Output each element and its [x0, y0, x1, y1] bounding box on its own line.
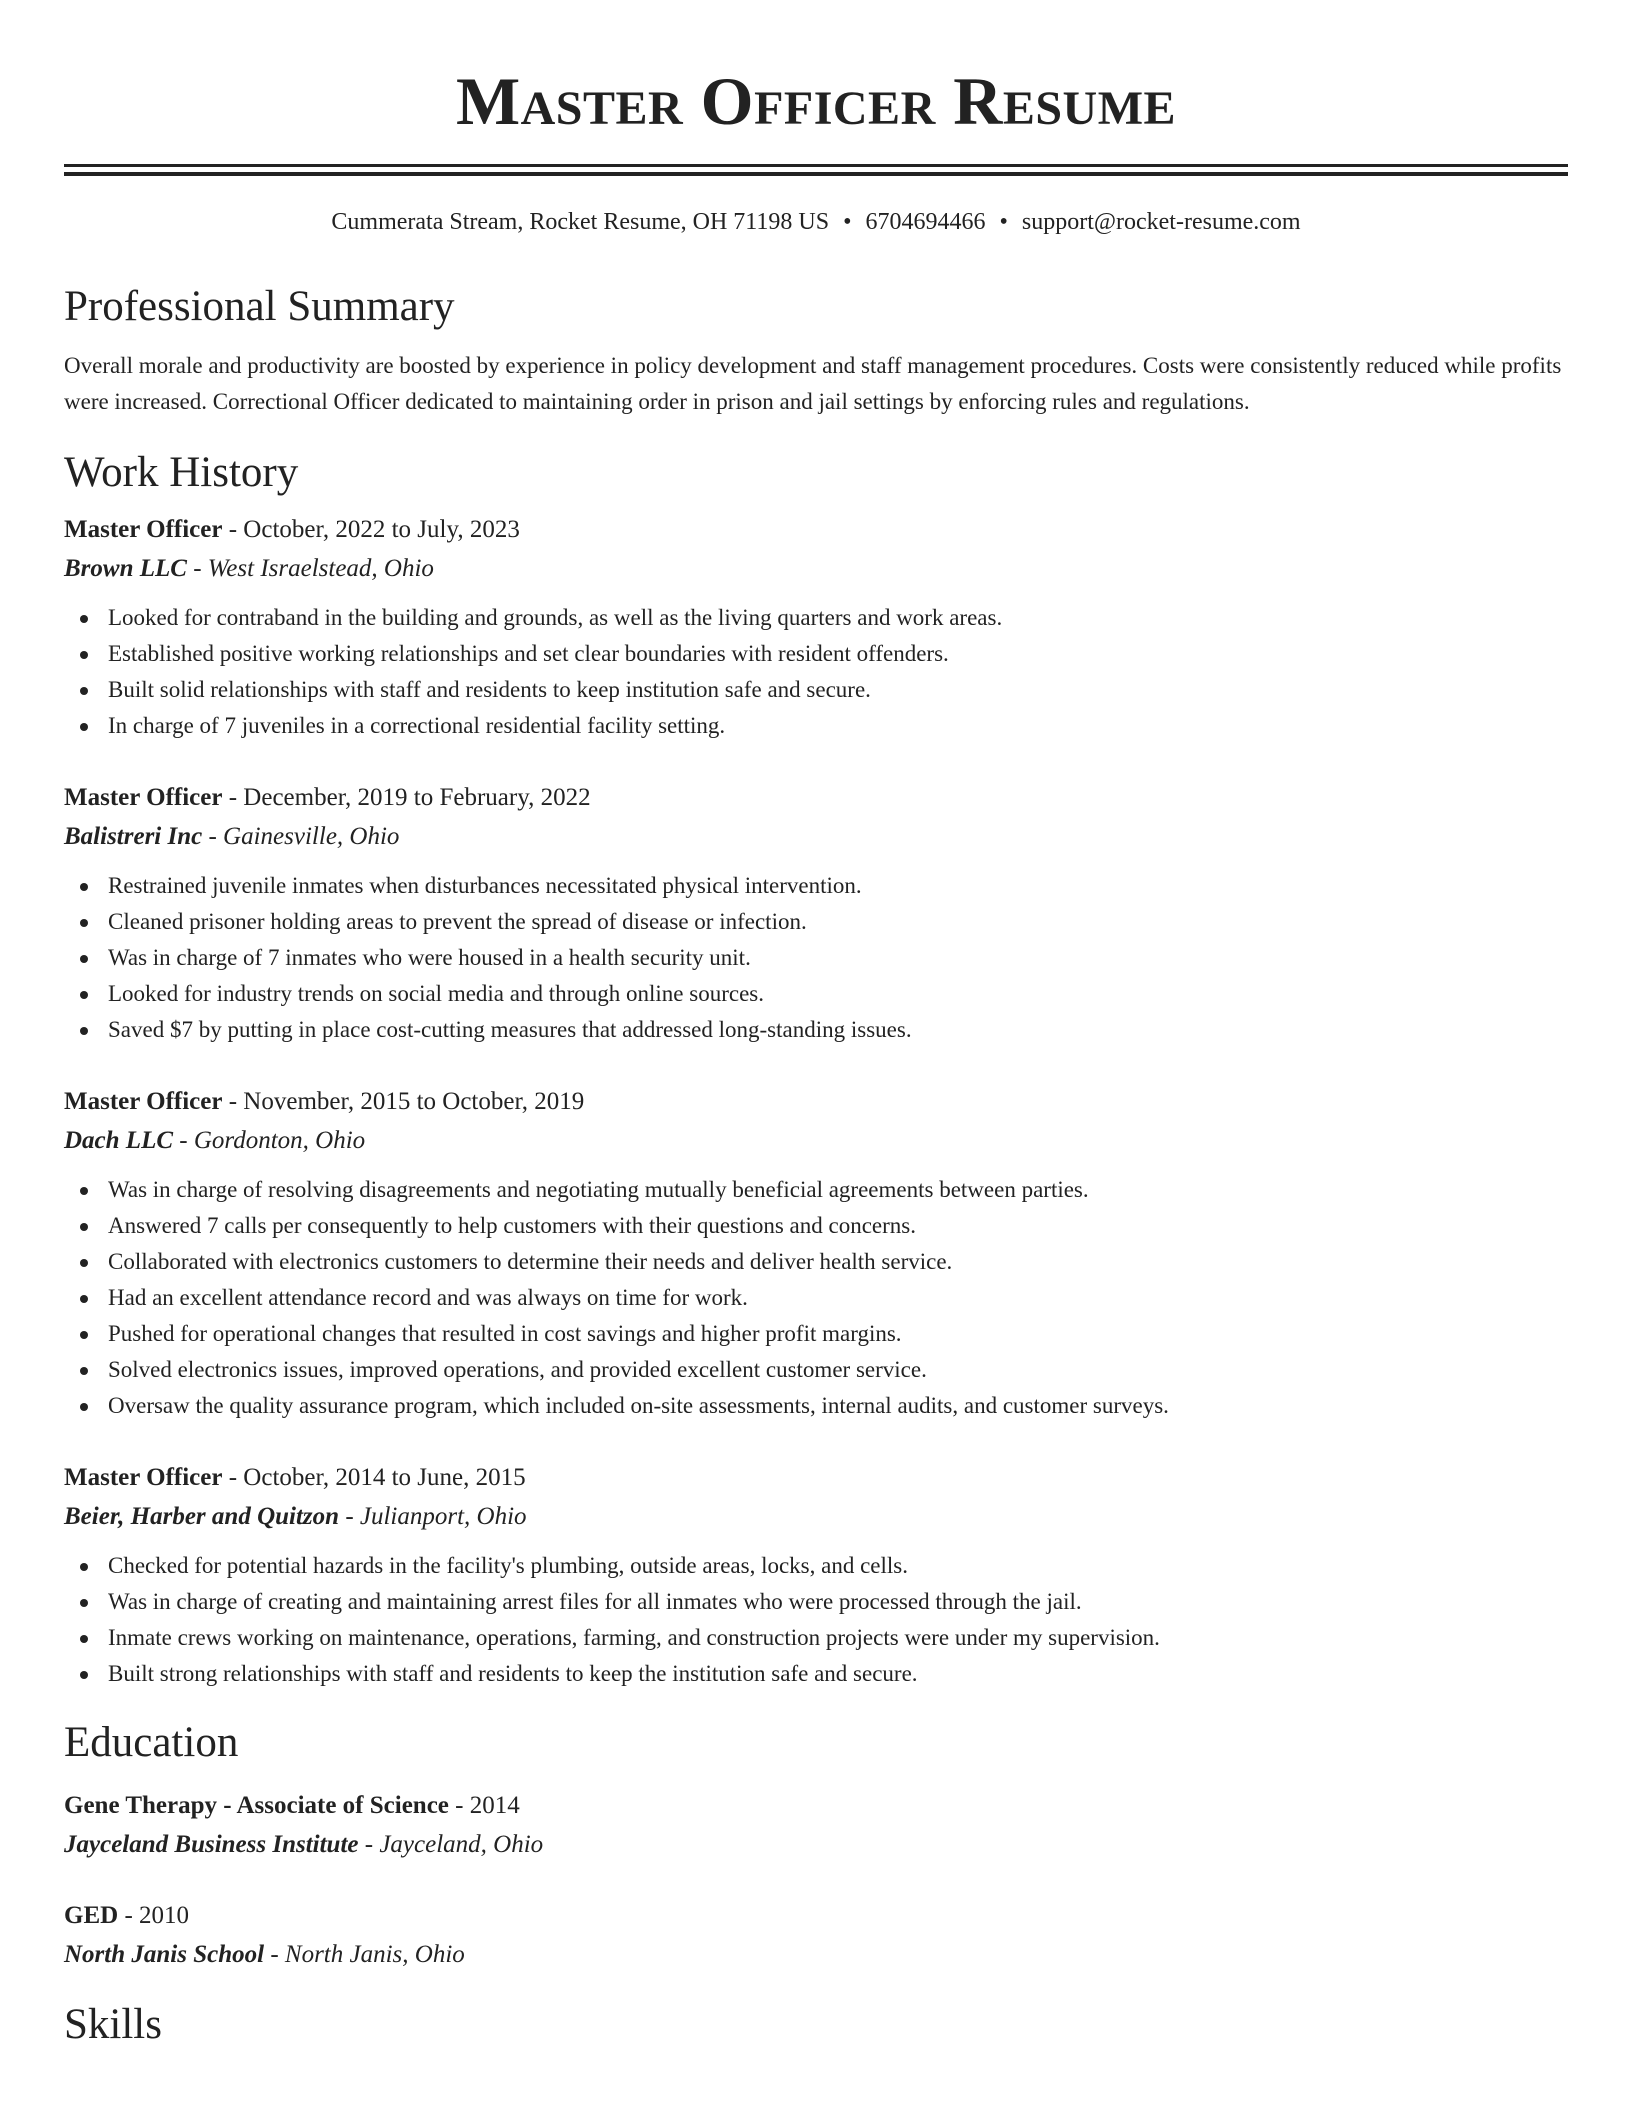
job-bullet: Was in charge of 7 inmates who were housed in a health security unit.: [64, 940, 1568, 976]
job-bullet-list: [64, 868, 1568, 1048]
job-bullet-list: [64, 1172, 1568, 1424]
job-title: Master Officer: [64, 1464, 223, 1491]
school-line: [64, 1936, 1568, 1974]
job-bullet: Checked for potential hazards in the facility's plumbing, outside areas, locks, and cells.: [64, 1548, 1568, 1584]
degree-name: GED: [64, 1902, 119, 1929]
job-bullet: Collaborated with electronics customers to determine their needs and deliver health service.: [64, 1244, 1568, 1280]
job-bullet: Oversaw the quality assurance program, which included on-site assessments, internal audits, and customer surveys.: [64, 1388, 1568, 1424]
job-dates: - November, 2015 to October, 2019: [222, 1088, 585, 1115]
summary-text: Overall morale and productivity are boosted by experience in policy development and staff management procedures. Costs were consistently reduced while profits were increased. Correctional Officer dedicated to maintaining order in prison and jail settings by enforcing rules and regulations.: [64, 353, 1562, 414]
job-bullet: Pushed for operational changes that resulted in cost savings and higher profit margins.: [64, 1316, 1568, 1352]
school-location: - North Janis, Ohio: [264, 1941, 465, 1968]
education-heading: Education: [64, 1719, 239, 1766]
company-name: Dach LLC: [64, 1127, 174, 1154]
job-bullet-list: [64, 1548, 1568, 1692]
degree-line: [64, 1896, 1568, 1936]
job-bullet: Restrained juvenile inmates when disturbances necessitated physical intervention.: [64, 868, 1568, 904]
job-bullet: Built strong relationships with staff and residents to keep the institution safe and secure.: [64, 1656, 1568, 1692]
company-line: [64, 818, 1568, 856]
title-divider-thick: [64, 164, 1568, 167]
company-name: Balistreri Inc: [64, 823, 203, 850]
job-bullet: Looked for industry trends on social media and through online sources.: [64, 976, 1568, 1012]
company-line: [64, 1498, 1568, 1536]
company-location: - West Israelstead, Ohio: [186, 555, 434, 582]
school-name: Jayceland Business Institute: [64, 1831, 359, 1858]
job-title-line: [64, 778, 1568, 818]
company-name: Beier, Harber and Quitzon: [64, 1503, 340, 1530]
job-entry: [64, 510, 1568, 744]
company-location: - Gainesville, Ohio: [202, 823, 400, 850]
contact-email: support@rocket-resume.com: [1021, 209, 1301, 235]
job-entry: [64, 1082, 1568, 1424]
contact-phone: 6704694466: [865, 209, 986, 235]
job-bullet: Was in charge of creating and maintaining arrest files for all inmates who were processed through the jail.: [64, 1584, 1568, 1620]
contact-address: Cummerata Stream, Rocket Resume, OH 71198 US: [331, 209, 830, 235]
job-bullet: Cleaned prisoner holding areas to prevent the spread of disease or infection.: [64, 904, 1568, 940]
degree-year: - 2014: [448, 1792, 520, 1819]
degree-line: [64, 1786, 1568, 1826]
job-dates: - December, 2019 to February, 2022: [222, 784, 591, 811]
degree-year: - 2010: [118, 1902, 190, 1929]
school-name: North Janis School: [64, 1941, 265, 1968]
job-entry: [64, 778, 1568, 1048]
job-title-line: [64, 1458, 1568, 1498]
company-location: - Julianport, Ohio: [339, 1503, 527, 1530]
contact-separator: •: [843, 209, 852, 235]
job-title: Master Officer: [64, 784, 223, 811]
job-bullet: Was in charge of resolving disagreements and negotiating mutually beneficial agreements between parties.: [64, 1172, 1568, 1208]
job-title-line: [64, 510, 1568, 550]
job-dates: - October, 2022 to July, 2023: [222, 516, 520, 543]
job-title: Master Officer: [64, 1088, 223, 1115]
summary-heading: Professional Summary: [64, 283, 455, 330]
title-divider-thin: [64, 172, 1568, 176]
skills-heading: Skills: [64, 2001, 162, 2048]
job-bullet-list: [64, 600, 1568, 744]
job-bullet: Looked for contraband in the building and grounds, as well as the living quarters and work areas.: [64, 600, 1568, 636]
education-entry: [64, 1786, 1568, 1864]
job-bullet: Solved electronics issues, improved operations, and provided excellent customer service.: [64, 1352, 1568, 1388]
education-entry: [64, 1896, 1568, 1974]
company-location: - Gordonton, Ohio: [173, 1127, 366, 1154]
job-title: Master Officer: [64, 516, 223, 543]
job-bullet: Built solid relationships with staff and residents to keep institution safe and secure.: [64, 672, 1568, 708]
school-location: - Jayceland, Ohio: [358, 1831, 544, 1858]
job-bullet: Had an excellent attendance record and was always on time for work.: [64, 1280, 1568, 1316]
job-bullet: Answered 7 calls per consequently to help customers with their questions and concerns.: [64, 1208, 1568, 1244]
job-title-line: [64, 1082, 1568, 1122]
job-bullet: In charge of 7 juveniles in a correctional residential facility setting.: [64, 708, 1568, 744]
company-name: Brown LLC: [64, 555, 187, 582]
job-entry: [64, 1458, 1568, 1692]
degree-name: Gene Therapy - Associate of Science: [64, 1792, 449, 1819]
company-line: [64, 1122, 1568, 1160]
job-bullet: Inmate crews working on maintenance, operations, farming, and construction projects were under my supervision.: [64, 1620, 1568, 1656]
contact-separator: •: [999, 209, 1008, 235]
job-bullet: Saved $7 by putting in place cost-cutting measures that addressed long-standing issues.: [64, 1012, 1568, 1048]
job-dates: - October, 2014 to June, 2015: [222, 1464, 526, 1491]
work-history-heading: Work History: [64, 449, 299, 496]
contact-line: [64, 206, 1568, 238]
job-bullet: Established positive working relationships and set clear boundaries with resident offenders.: [64, 636, 1568, 672]
resume-title: Master Officer Resume: [455, 63, 1177, 139]
school-line: [64, 1826, 1568, 1864]
company-line: [64, 550, 1568, 588]
